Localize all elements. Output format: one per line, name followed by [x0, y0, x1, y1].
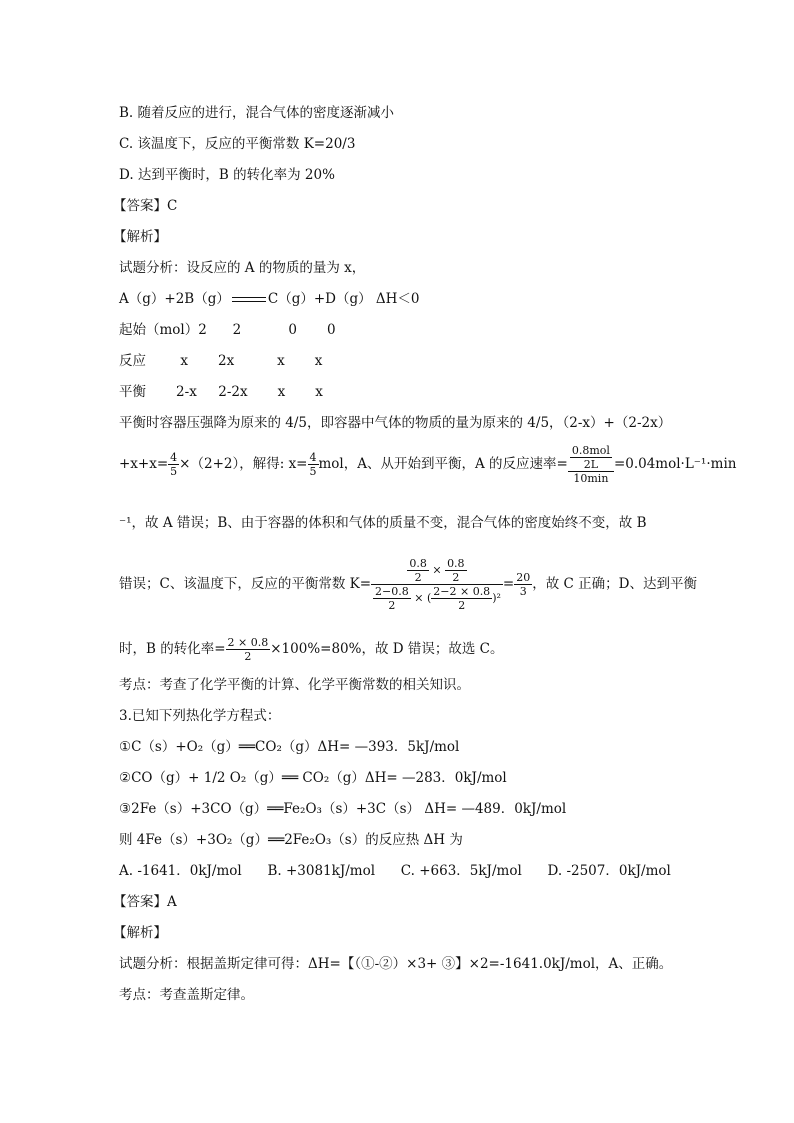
topic-2: 考点：考查盖斯定律。: [119, 987, 254, 1003]
solve-c: mol，A、从开始到平衡，A 的反应速率=: [318, 456, 568, 472]
analysis-label-2: 【解析】: [113, 925, 167, 941]
analysis-a-b: ⁻¹，故 A 错误；B、由于容器的体积和气体的质量不变，混合气体的密度始终不变，故 B: [119, 515, 647, 531]
conversion-fraction: $\frac{2 \times 0.8}{2}$: [227, 636, 269, 663]
row-equilibrium: 平衡 2-x 2-2x x x: [119, 384, 323, 400]
equation-2: ②CO（g）+ 1/2 O₂（g）══ CO₂（g）ΔH= —283．0kJ/mol: [119, 770, 507, 786]
question-ask: 则 4Fe（s）+3O₂（g）══2Fe₂O₃（s）的反应热 ΔH 为: [119, 832, 463, 848]
solve-line: [119, 444, 736, 485]
k-result: $\frac{20}{3}$: [516, 571, 531, 598]
analysis-label: 【解析】: [113, 229, 167, 245]
equilibrium-arrow-icon: [232, 295, 266, 305]
option-d: D. 达到平衡时，B 的转化率为 20%: [119, 167, 335, 183]
row-react: 反应 x 2x x x: [119, 353, 323, 369]
fraction-x: $\frac{4}{5}$: [309, 451, 317, 478]
reaction-left: A（g）+2B（g）: [119, 291, 230, 307]
answer-label-2: 【答案】A: [113, 894, 177, 910]
solve-a: +x+x=: [119, 456, 169, 472]
option-c: C. 该温度下，反应的平衡常数 K=20/3: [119, 136, 356, 152]
fraction-4-5: $\frac{4}{5}$: [170, 451, 178, 478]
equation-1: ①C（s）+O₂（g）══CO₂（g）ΔH= —393．5kJ/mol: [119, 739, 460, 755]
topic-1: 考点：考查了化学平衡的计算、化学平衡常数的相关知识。: [119, 677, 470, 693]
k-fraction: $\frac{0.8}{2}$ × $\frac{0.8}{2}$ $\frac{2-0.8}{2}$ × ( $\frac{2-2 \times 0.8}{2}$ )²: [371, 557, 503, 612]
solve-b: ×（2+2），解得: x=: [179, 456, 308, 472]
answer-choices: A. -1641．0kJ/mol B. +3081kJ/mol C. +663．5kJ/mol D. -2507．0kJ/mol: [119, 863, 671, 879]
analysis-hess: 试题分析：根据盖斯定律可得：ΔH=【（①-②）×3+ ③】×2=-1641.0kJ/mol，A、正确。: [119, 956, 673, 972]
k-text-b: ，故 C 正确；D、达到平衡: [532, 576, 697, 592]
solve-d: =0.04mol·L⁻¹·min: [613, 456, 737, 472]
analysis-intro: 试题分析：设反应的 A 的物质的量为 x，: [119, 260, 366, 276]
question-3: 3.已知下列热化学方程式：: [119, 708, 281, 724]
row-start: 起始（mol）2 2 0 0: [119, 322, 336, 338]
answer-label: 【答案】C: [113, 198, 178, 214]
conv-text-a: 时，B 的转化率=: [119, 641, 226, 657]
rate-fraction: $\frac{\frac{\text{0.8mol}}{2L}}{10\min}$: [568, 444, 614, 485]
conversion-line: [119, 636, 504, 663]
equation-3: ③2Fe（s）+3CO（g）══Fe₂O₃（s）+3C（s） ΔH= —489．0kJ/mol: [119, 801, 567, 817]
reaction-right: C（g）+D（g） ΔH＜0: [267, 291, 420, 307]
k-line: 错误；C、该温度下，反应的平衡常数 K= $\frac{0.8}{2}$ × $\frac{0.8}{2}$ $\frac{2-0.8}{2}$ × ( $\frac{2-2 \times 0.8}{2}$ )² = $\frac{20}{3}$ ，故 C 正确；D、达到平衡: [119, 557, 697, 612]
option-b: B. 随着反应的进行，混合气体的密度逐渐减小: [119, 105, 395, 121]
conv-text-b: ×100%=80%，故 D 错误；故选 C。: [270, 641, 504, 657]
reaction-equation: [119, 290, 420, 308]
pressure-text: 平衡时容器压强降为原来的 4/5，即容器中气体的物质的量为原来的 4/5，（2-x）+（2-2x）: [119, 415, 672, 431]
k-text-a: 错误；C、该温度下，反应的平衡常数 K=: [119, 576, 372, 592]
